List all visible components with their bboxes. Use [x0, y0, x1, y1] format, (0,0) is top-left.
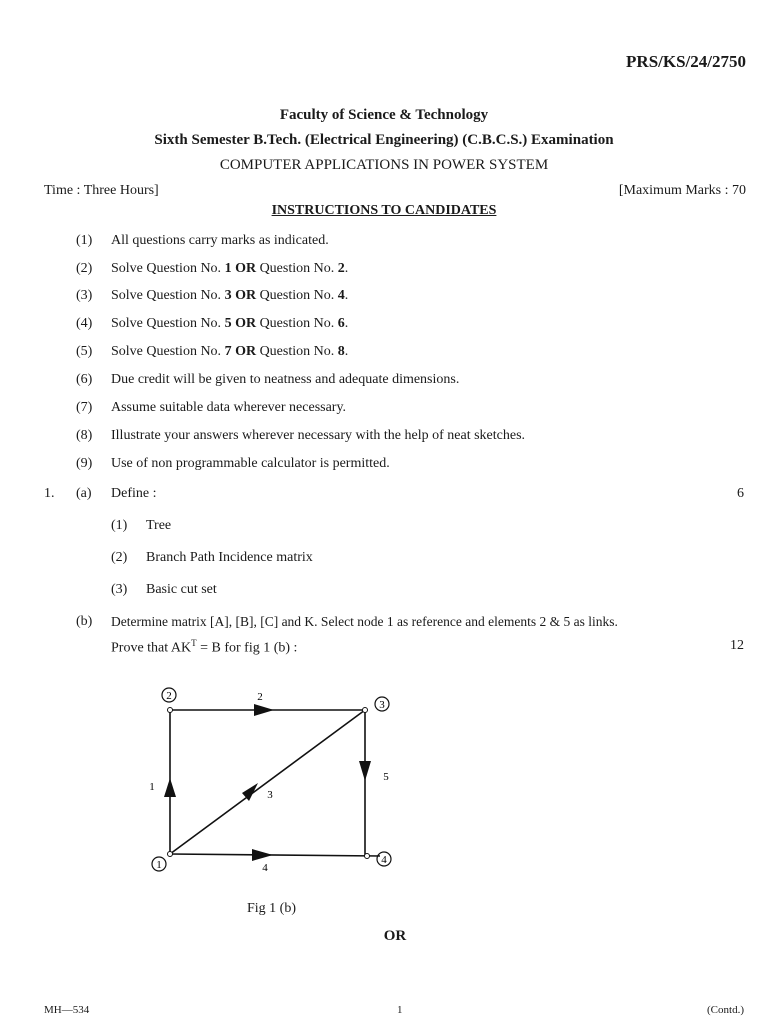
element-label: 4 [262, 862, 268, 874]
instruction-text: Assume suitable data wherever necessary. [111, 400, 347, 415]
instruction-number: (5) [76, 344, 93, 359]
node-label: 1 [156, 859, 162, 871]
figure-caption: Fig 1 (b) [247, 901, 296, 916]
element-label: 3 [267, 789, 273, 801]
instructions-title: INSTRUCTIONS TO CANDIDATES [271, 203, 497, 218]
instruction-text: All questions carry marks as indicated. [111, 233, 329, 248]
paper-code: PRS/KS/24/2750 [626, 52, 746, 71]
part-a-label: (a) [76, 486, 92, 501]
part-b-marks: 12 [730, 638, 744, 653]
instruction-number: (1) [76, 233, 93, 248]
instruction-text: Solve Question No. 7 OR Question No. 8. [111, 344, 349, 359]
part-b-prove-text: Prove that $AK^T = B$ for fig 1 (b) : [111, 638, 298, 656]
instruction-number: (3) [76, 288, 93, 303]
node-dot [168, 708, 173, 713]
instruction-number: (8) [76, 428, 93, 443]
definition-term: Basic cut set [146, 582, 217, 597]
part-b-label: (b) [76, 614, 93, 629]
instruction-text: Illustrate your answers wherever necessary with the help of neat sketches. [111, 428, 526, 443]
page-number: 1 [397, 1004, 403, 1016]
max-marks-label: [Maximum Marks : 70 [618, 183, 746, 198]
node-label: 4 [381, 854, 387, 866]
instruction-number: (4) [76, 316, 93, 331]
instruction-text: Due credit will be given to neatness and adequate dimensions. [111, 372, 460, 387]
node-label: 2 [166, 690, 172, 702]
instruction-text: Solve Question No. 1 OR Question No. 2. [111, 261, 349, 276]
definition-number: (1) [111, 518, 128, 533]
node-dot [168, 852, 173, 857]
continued-label: (Contd.) [707, 1004, 744, 1016]
element-label: 1 [149, 781, 155, 793]
footer-code: MH—534 [44, 1004, 90, 1016]
element-2-arrow [254, 704, 274, 716]
element-4-arrow [252, 849, 273, 861]
element-3-edge [170, 710, 365, 854]
node-dot [363, 708, 368, 713]
instruction-text: Use of non programmable calculator is permitted. [111, 456, 390, 471]
faculty-heading: Faculty of Science & Technology [279, 107, 489, 123]
question-number: 1. [44, 486, 55, 501]
node-label: 3 [379, 699, 385, 711]
instruction-text: Solve Question No. 5 OR Question No. 6. [111, 316, 349, 331]
part-b-text: Determine matrix [A], [B], [C] and K. Select node 1 as reference and elements 2 & 5 as links. [111, 614, 618, 629]
element-label: 5 [383, 771, 389, 783]
part-a-text: Define : [111, 486, 157, 501]
instruction-number: (7) [76, 400, 93, 415]
instruction-number: (9) [76, 456, 93, 471]
element-5-arrow [359, 761, 371, 781]
definition-number: (2) [111, 550, 128, 565]
node-dot [365, 854, 370, 859]
part-a-marks: 6 [737, 486, 744, 501]
semester-heading: Sixth Semester B.Tech. (Electrical Engineering) (C.B.C.S.) Examination [154, 132, 614, 148]
definition-term: Branch Path Incidence matrix [146, 550, 313, 565]
element-1-arrow [164, 778, 176, 797]
or-separator: OR [383, 928, 407, 944]
instruction-number: (6) [76, 372, 93, 387]
instruction-number: (2) [76, 261, 93, 276]
subject-heading: COMPUTER APPLICATIONS IN POWER SYSTEM [219, 157, 549, 173]
definition-number: (3) [111, 582, 128, 597]
instruction-text: Solve Question No. 3 OR Question No. 4. [111, 288, 349, 303]
element-4-edge [170, 854, 380, 856]
definition-term: Tree [146, 518, 172, 533]
element-label: 2 [257, 691, 263, 703]
time-label: Time : Three Hours] [44, 183, 159, 198]
